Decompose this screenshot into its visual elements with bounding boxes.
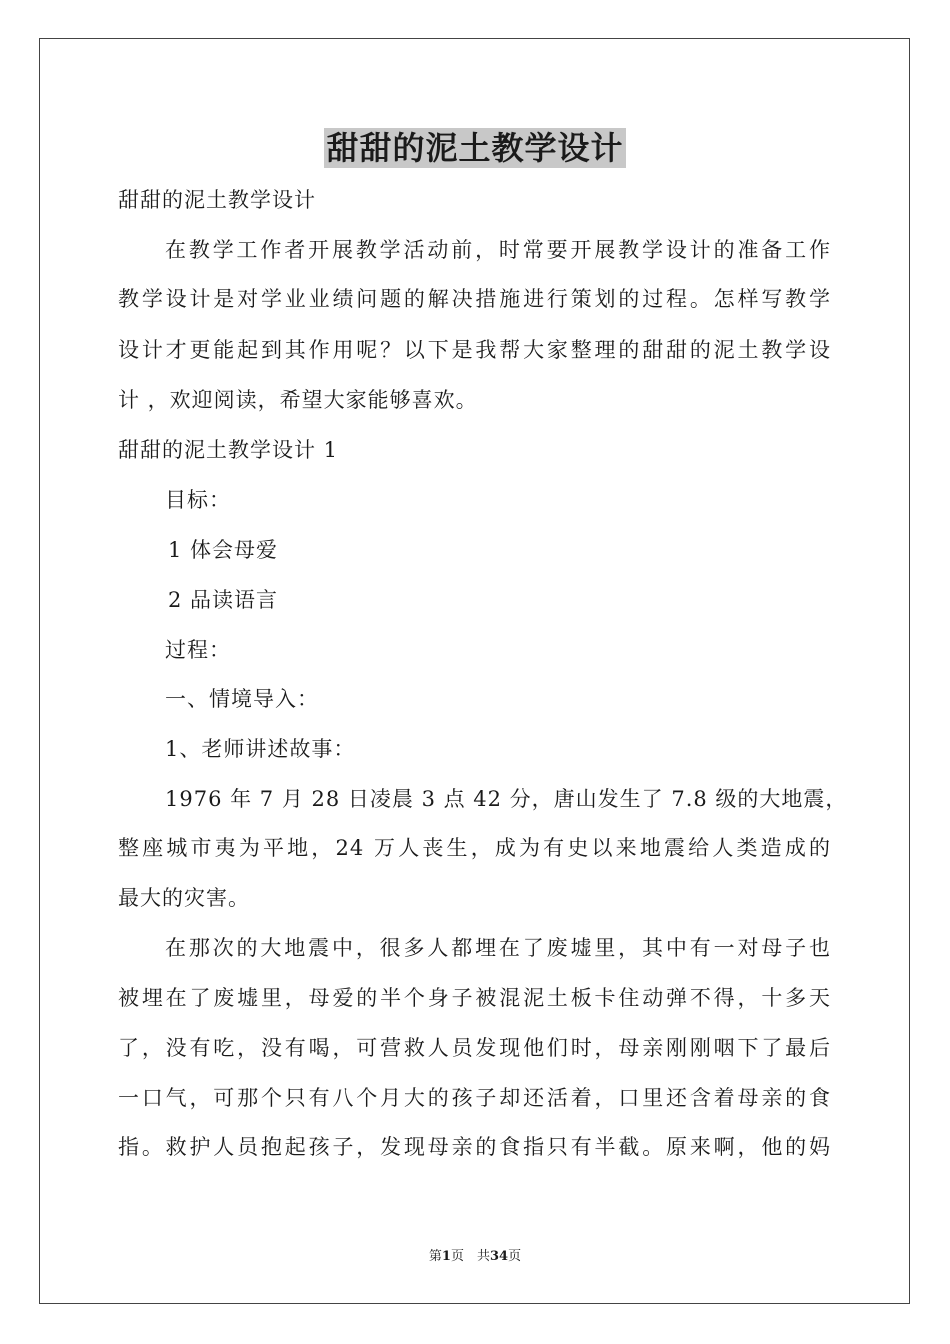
total-page-count: 34 bbox=[489, 1249, 509, 1264]
page-frame bbox=[39, 38, 910, 1304]
paragraph-line: 教学设计是对学业业绩问题的解决措施进行策划的过程。怎样写教学 bbox=[118, 287, 831, 311]
title-container bbox=[0, 128, 950, 168]
goal-item: 2 品读语言 bbox=[168, 588, 279, 612]
paragraph-line: 计 ，欢迎阅读，希望大家能够喜欢。 bbox=[118, 388, 478, 412]
goal-item: 1 体会母爱 bbox=[168, 538, 279, 562]
page-footer bbox=[0, 1249, 950, 1265]
footer-suffix: 页 bbox=[508, 1249, 522, 1264]
subtitle-line: 甜甜的泥土教学设计 bbox=[118, 188, 316, 212]
footer-middle: 页 共 bbox=[450, 1249, 490, 1264]
footer-prefix: 第 bbox=[428, 1249, 442, 1264]
paragraph-line: 整座城市夷为平地，24 万人丧生，成为有史以来地震给人类造成的 bbox=[118, 836, 831, 860]
paragraph-line: 被埋在了废墟里，母爱的半个身子被混泥土板卡住动弹不得，十多天 bbox=[118, 986, 831, 1010]
paragraph-line: 最大的灾害。 bbox=[118, 886, 250, 910]
paragraph-line: 一口气，可那个只有八个月大的孩子却还活着，口里还含着母亲的食 bbox=[118, 1086, 831, 1110]
paragraph-line: 设计才更能起到其作用呢？以下是我帮大家整理的甜甜的泥土教学设 bbox=[118, 338, 831, 362]
paragraph-line: 在教学工作者开展教学活动前，时常要开展教学设计的准备工作 bbox=[165, 238, 831, 262]
process-label: 过程： bbox=[165, 638, 231, 662]
goal-label: 目标： bbox=[165, 488, 231, 512]
step-subheading: 1、老师讲述故事： bbox=[165, 737, 356, 761]
paragraph-line: 在那次的大地震中，很多人都埋在了废墟里，其中有一对母子也 bbox=[165, 936, 831, 960]
step-heading: 一、情境导入： bbox=[165, 687, 319, 711]
current-page-number: 1 bbox=[441, 1249, 451, 1264]
paragraph-line: 1976 年 7 月 28 日凌晨 3 点 42 分，唐山发生了 7.8 级的大地震， bbox=[165, 787, 848, 811]
paragraph-line: 了，没有吃，没有喝，可营救人员发现他们时，母亲刚刚咽下了最后 bbox=[118, 1036, 831, 1060]
document-title: 甜甜的泥土教学设计 bbox=[326, 129, 624, 167]
paragraph-line: 指。救护人员抱起孩子，发现母亲的食指只有半截。原来啊，他的妈 bbox=[118, 1135, 831, 1159]
section-heading: 甜甜的泥土教学设计 1 bbox=[118, 438, 339, 462]
